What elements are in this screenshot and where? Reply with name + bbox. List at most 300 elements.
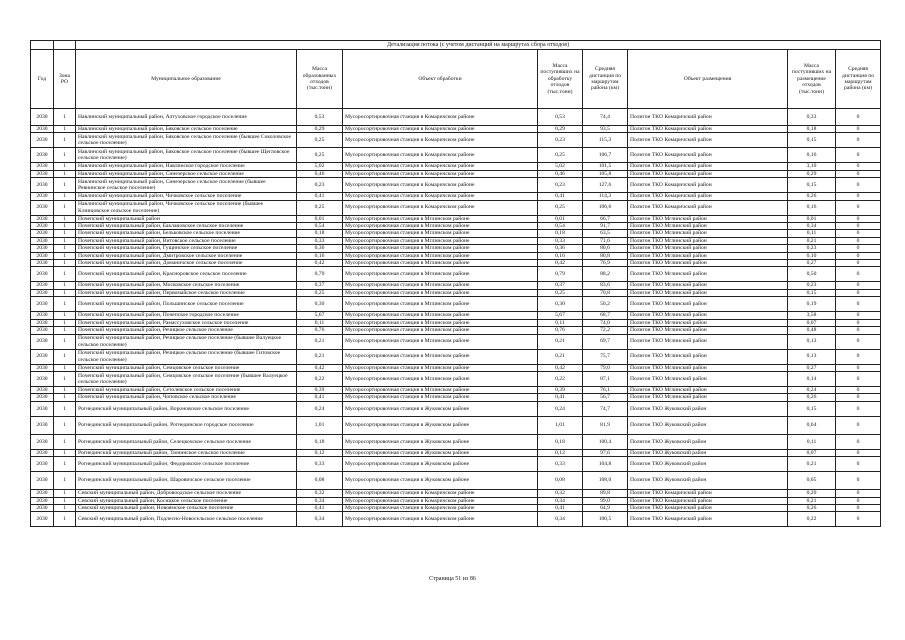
header-row <box>31 50 881 109</box>
distance-cell: 70,8 <box>583 289 628 296</box>
table-row <box>31 282 881 289</box>
disposal-distance-cell: 0 <box>836 497 881 504</box>
processing-object-cell: Мусоросортировочная станция в Мглинском районе <box>343 334 538 349</box>
municipality-cell: Почепский муниципальный район, Гущинское сельское поселение <box>76 245 297 252</box>
processed-mass-cell: 0,79 <box>538 267 583 282</box>
year-cell: 2030 <box>31 252 54 259</box>
processing-object-cell: Мусоросортировочная станция в Комаричском районе <box>343 178 538 193</box>
column-header: Средняя дистанция по маршрутам района (км) <box>583 50 628 109</box>
zone-cell: 1 <box>54 319 76 326</box>
disposal-object-cell: Полигон ТКО Жуковский район <box>628 416 788 434</box>
table-row <box>31 245 881 252</box>
processing-object-cell: Мусоросортировочная станция в Мглинском районе <box>343 371 538 386</box>
disposal-mass-cell: 0,01 <box>788 215 836 222</box>
disposal-mass-cell: 0,27 <box>788 260 836 267</box>
municipality-cell: Почепский муниципальный район, Витовское сельское поселение <box>76 237 297 244</box>
year-cell: 2030 <box>31 319 54 326</box>
processing-object-cell: Мусоросортировочная станция в Мглинском районе <box>343 215 538 222</box>
municipality-cell: Навлинский муниципальный район, Синезерское сельское поселение (бывшее Ревнинское сельское поселение) <box>76 178 297 193</box>
processing-object-cell: Мусоросортировочная станция в Комаричском районе <box>343 193 538 200</box>
zone-cell: 1 <box>54 252 76 259</box>
table-row <box>31 490 881 497</box>
municipality-cell: Почепский муниципальный район, Бельковское сельское поселение <box>76 230 297 237</box>
processed-mass-cell: 5,02 <box>538 163 583 170</box>
distance-cell: 75,7 <box>583 349 628 364</box>
processed-mass-cell: 0,41 <box>538 193 583 200</box>
distance-cell: 115,3 <box>583 133 628 148</box>
year-cell: 2030 <box>31 260 54 267</box>
disposal-object-cell: Полигон ТКО Комаричский район <box>628 178 788 193</box>
disposal-distance-cell: 0 <box>836 371 881 386</box>
processed-mass-cell: 0,30 <box>538 297 583 312</box>
year-cell: 2030 <box>31 215 54 222</box>
municipality-cell: Навлинский муниципальный район, Бяковское сельское поселение <box>76 126 297 133</box>
disposal-object-cell: Полигон ТКО Мглинский район <box>628 349 788 364</box>
zone-cell: 1 <box>54 312 76 319</box>
disposal-mass-cell: 0,21 <box>788 497 836 504</box>
disposal-mass-cell: 0,33 <box>788 109 836 126</box>
table-row <box>31 394 881 401</box>
mass-cell: 0,54 <box>297 223 343 230</box>
waste-flow-table <box>30 40 881 527</box>
year-cell: 2030 <box>31 512 54 527</box>
table-row <box>31 386 881 393</box>
municipality-cell: Почепский муниципальный район, Рамассуховское сельское поселение <box>76 319 297 326</box>
distance-cell: 114,3 <box>583 193 628 200</box>
mass-cell: 0,34 <box>297 497 343 504</box>
table-row <box>31 230 881 237</box>
distance-cell: 83,6 <box>583 282 628 289</box>
disposal-mass-cell: 3,58 <box>788 312 836 319</box>
processed-mass-cell: 0,37 <box>538 282 583 289</box>
distance-cell: 97,6 <box>583 449 628 456</box>
processed-mass-cell: 0,41 <box>538 504 583 511</box>
processing-object-cell: Мусоросортировочная станция в Мглинском районе <box>343 364 538 371</box>
year-cell: 2030 <box>31 133 54 148</box>
processing-object-cell: Мусоросортировочная станция в Комаричском районе <box>343 133 538 148</box>
disposal-object-cell: Полигон ТКО Мглинский район <box>628 282 788 289</box>
disposal-mass-cell: 0,50 <box>788 267 836 282</box>
year-cell: 2030 <box>31 401 54 416</box>
column-header: Масса образованных отходов (тыс.тонн) <box>297 50 343 109</box>
disposal-object-cell: Полигон ТКО Мглинский район <box>628 252 788 259</box>
table-row <box>31 126 881 133</box>
municipality-cell: Почепский муниципальный район, Речицкое сельское поселение <box>76 327 297 334</box>
mass-cell: 0,23 <box>297 178 343 193</box>
year-cell: 2030 <box>31 504 54 511</box>
table-row <box>31 260 881 267</box>
disposal-distance-cell: 0 <box>836 215 881 222</box>
table-row <box>31 364 881 371</box>
zone-cell: 1 <box>54 163 76 170</box>
disposal-object-cell: Полигон ТКО Жуковский район <box>628 449 788 456</box>
disposal-object-cell: Полигон ТКО Жуковский район <box>628 401 788 416</box>
processing-object-cell: Мусоросортировочная станция в Жуковском районе <box>343 401 538 416</box>
municipality-cell: Севский муниципальный район, Косицкое сельское поселение <box>76 497 297 504</box>
zone-cell: 1 <box>54 245 76 252</box>
mass-cell: 0,41 <box>297 504 343 511</box>
processing-object-cell: Мусоросортировочная станция в Комаричском районе <box>343 109 538 126</box>
disposal-distance-cell: 0 <box>836 449 881 456</box>
municipality-cell: Почепский муниципальный район, Семцовское сельское поселение (бывшее Валуецкое сельское поселение) <box>76 371 297 386</box>
disposal-mass-cell: 0,10 <box>788 252 836 259</box>
disposal-distance-cell: 0 <box>836 223 881 230</box>
disposal-object-cell: Полигон ТКО Комаричский район <box>628 163 788 170</box>
table-row <box>31 319 881 326</box>
disposal-mass-cell: 0,21 <box>788 457 836 472</box>
column-header: Объект размещения <box>628 50 788 109</box>
zone-cell: 1 <box>54 386 76 393</box>
disposal-object-cell: Полигон ТКО Мглинский район <box>628 371 788 386</box>
processed-mass-cell: 0,41 <box>538 394 583 401</box>
mass-cell: 0,79 <box>297 267 343 282</box>
table-row <box>31 457 881 472</box>
disposal-mass-cell: 0,05 <box>788 472 836 490</box>
processed-mass-cell: 0,16 <box>538 252 583 259</box>
disposal-mass-cell: 0,29 <box>788 170 836 177</box>
disposal-object-cell: Полигон ТКО Жуковский район <box>628 472 788 490</box>
disposal-distance-cell: 0 <box>836 260 881 267</box>
distance-cell: 74,0 <box>583 319 628 326</box>
processing-object-cell: Мусоросортировочная станция в Мглинском районе <box>343 252 538 259</box>
zone-cell: 1 <box>54 401 76 416</box>
disposal-distance-cell: 0 <box>836 349 881 364</box>
municipality-cell: Навлинский муниципальный район, Алтуховское городское поселение <box>76 109 297 126</box>
processed-mass-cell: 0,33 <box>538 237 583 244</box>
processing-object-cell: Мусоросортировочная станция в Мглинском районе <box>343 245 538 252</box>
mass-cell: 0,34 <box>297 512 343 527</box>
disposal-distance-cell: 0 <box>836 133 881 148</box>
table-row <box>31 371 881 386</box>
distance-cell: 127,6 <box>583 178 628 193</box>
disposal-distance-cell: 0 <box>836 416 881 434</box>
processed-mass-cell: 5,67 <box>538 312 583 319</box>
zone-cell: 1 <box>54 349 76 364</box>
processing-object-cell: Мусоросортировочная станция в Мглинском районе <box>343 312 538 319</box>
table-row <box>31 133 881 148</box>
distance-cell: 76,9 <box>583 260 628 267</box>
disposal-mass-cell: 0,14 <box>788 371 836 386</box>
processing-object-cell: Мусоросортировочная станция в Комаричском районе <box>343 490 538 497</box>
municipality-cell: Почепский муниципальный район, Речицкое сельское поселение (бывшее Гитовское сельское поселение) <box>76 349 297 364</box>
processed-mass-cell: 0,23 <box>538 178 583 193</box>
table-row <box>31 401 881 416</box>
processing-object-cell: Мусоросортировочная станция в Жуковском районе <box>343 449 538 456</box>
zone-cell: 1 <box>54 327 76 334</box>
mass-cell: 0,01 <box>297 215 343 222</box>
column-header: Объект обработки <box>343 50 538 109</box>
disposal-object-cell: Полигон ТКО Комаричский район <box>628 133 788 148</box>
distance-cell: 106,6 <box>583 200 628 215</box>
zone-cell: 1 <box>54 148 76 163</box>
disposal-distance-cell: 0 <box>836 512 881 527</box>
disposal-distance-cell: 0 <box>836 289 881 296</box>
distance-cell: 63,5 <box>583 230 628 237</box>
disposal-distance-cell: 0 <box>836 327 881 334</box>
distance-cell: 74,4 <box>583 109 628 126</box>
disposal-object-cell: Полигон ТКО Мглинский район <box>628 223 788 230</box>
municipality-cell: Навлинский муниципальный район, Чичковское сельское поселение (бывшее Клинцовское сельское поселение) <box>76 200 297 215</box>
zone-cell: 1 <box>54 170 76 177</box>
distance-cell: 50,2 <box>583 297 628 312</box>
disposal-object-cell: Полигон ТКО Мглинский район <box>628 334 788 349</box>
disposal-object-cell: Полигон ТКО Комаричский район <box>628 497 788 504</box>
disposal-distance-cell: 0 <box>836 282 881 289</box>
disposal-mass-cell: 0,15 <box>788 133 836 148</box>
zone-cell: 1 <box>54 449 76 456</box>
mass-cell: 0,18 <box>297 434 343 449</box>
distance-cell: 81,9 <box>583 416 628 434</box>
disposal-object-cell: Полигон ТКО Мглинский район <box>628 289 788 296</box>
processing-object-cell: Мусоросортировочная станция в Жуковском районе <box>343 457 538 472</box>
processing-object-cell: Мусоросортировочная станция в Мглинском районе <box>343 237 538 244</box>
table-row <box>31 109 881 126</box>
disposal-mass-cell: 0,22 <box>788 512 836 527</box>
processed-mass-cell: 0,25 <box>538 148 583 163</box>
municipality-cell: Навлинский муниципальный район, Бяковское сельское поселение (бывшее Соколовское сельское поселение) <box>76 133 297 148</box>
zone-cell: 1 <box>54 289 76 296</box>
disposal-object-cell: Полигон ТКО Комаричский район <box>628 126 788 133</box>
municipality-cell: Севский муниципальный район, Новоямское сельское поселение <box>76 504 297 511</box>
processed-mass-cell: 1,01 <box>538 416 583 434</box>
year-cell: 2030 <box>31 289 54 296</box>
processing-object-cell: Мусоросортировочная станция в Комаричском районе <box>343 148 538 163</box>
zone-cell: 1 <box>54 334 76 349</box>
disposal-mass-cell: 0,48 <box>788 327 836 334</box>
processed-mass-cell: 0,33 <box>538 457 583 472</box>
disposal-distance-cell: 0 <box>836 109 881 126</box>
disposal-distance-cell: 0 <box>836 245 881 252</box>
column-header: Год <box>31 50 54 109</box>
distance-cell: 88,2 <box>583 267 628 282</box>
disposal-mass-cell: 3,10 <box>788 163 836 170</box>
processed-mass-cell: 0,29 <box>538 126 583 133</box>
processing-object-cell: Мусоросортировочная станция в Мглинском районе <box>343 394 538 401</box>
year-cell: 2030 <box>31 126 54 133</box>
disposal-object-cell: Полигон ТКО Мглинский район <box>628 215 788 222</box>
disposal-mass-cell: 0,26 <box>788 193 836 200</box>
mass-cell: 0,41 <box>297 193 343 200</box>
municipality-cell: Почепский муниципальный район, Почепское городское поселение <box>76 312 297 319</box>
municipality-cell: Почепский муниципальный район, Чоповское сельское поселение <box>76 394 297 401</box>
processed-mass-cell: 0,46 <box>538 170 583 177</box>
year-cell: 2030 <box>31 245 54 252</box>
disposal-object-cell: Полигон ТКО Мглинский район <box>628 319 788 326</box>
processed-mass-cell: 0,34 <box>538 497 583 504</box>
disposal-distance-cell: 0 <box>836 148 881 163</box>
disposal-distance-cell: 0 <box>836 490 881 497</box>
processed-mass-cell: 0,12 <box>538 449 583 456</box>
processing-object-cell: Мусоросортировочная станция в Комаричском районе <box>343 504 538 511</box>
processing-object-cell: Мусоросортировочная станция в Мглинском районе <box>343 282 538 289</box>
disposal-distance-cell: 0 <box>836 267 881 282</box>
mass-cell: 0,25 <box>297 200 343 215</box>
table-row <box>31 252 881 259</box>
disposal-object-cell: Полигон ТКО Мглинский район <box>628 237 788 244</box>
municipality-cell: Севский муниципальный район, Подлесно-Новосельское сельское поселение <box>76 512 297 527</box>
year-cell: 2030 <box>31 148 54 163</box>
processed-mass-cell: 0,32 <box>538 490 583 497</box>
table-row <box>31 434 881 449</box>
distance-cell: 71,6 <box>583 237 628 244</box>
table-row <box>31 449 881 456</box>
processing-object-cell: Мусоросортировочная станция в Комаричском районе <box>343 200 538 215</box>
disposal-mass-cell: 0,34 <box>788 223 836 230</box>
mass-cell: 0,25 <box>297 148 343 163</box>
distance-cell: 101,5 <box>583 163 628 170</box>
mass-cell: 0,21 <box>297 334 343 349</box>
distance-cell: 93,5 <box>583 126 628 133</box>
year-cell: 2030 <box>31 371 54 386</box>
year-cell: 2030 <box>31 349 54 364</box>
processed-mass-cell: 0,11 <box>538 319 583 326</box>
table-row <box>31 297 881 312</box>
year-cell: 2030 <box>31 364 54 371</box>
processed-mass-cell: 0,01 <box>538 215 583 222</box>
distance-cell: 87,1 <box>583 371 628 386</box>
table-row <box>31 237 881 244</box>
table-row <box>31 472 881 490</box>
distance-cell: 72,2 <box>583 327 628 334</box>
processing-object-cell: Мусоросортировочная станция в Мглинском районе <box>343 260 538 267</box>
zone-cell: 1 <box>54 200 76 215</box>
processing-object-cell: Мусоросортировочная станция в Комаричском районе <box>343 126 538 133</box>
disposal-mass-cell: 0,15 <box>788 401 836 416</box>
disposal-mass-cell: 0,16 <box>788 148 836 163</box>
disposal-mass-cell: 0,16 <box>788 200 836 215</box>
municipality-cell: Почепский муниципальный район <box>76 215 297 222</box>
mass-cell: 0,32 <box>297 490 343 497</box>
disposal-mass-cell: 0,26 <box>788 504 836 511</box>
year-cell: 2030 <box>31 193 54 200</box>
municipality-cell: Почепский муниципальный район, Сетолевское сельское поселение <box>76 386 297 393</box>
municipality-cell: Рогнединский муниципальный район, Рогнединское городское поселение <box>76 416 297 434</box>
processed-mass-cell: 0,42 <box>538 364 583 371</box>
disposal-mass-cell: 0,18 <box>788 126 836 133</box>
municipality-cell: Рогнединский муниципальный район, Шаровичское сельское поселение <box>76 472 297 490</box>
zone-cell: 1 <box>54 223 76 230</box>
distance-cell: 66,7 <box>583 215 628 222</box>
table-row <box>31 178 881 193</box>
table-row <box>31 148 881 163</box>
municipality-cell: Навлинский муниципальный район, Навлинское городское поселение <box>76 163 297 170</box>
municipality-cell: Навлинский муниципальный район, Чичковское сельское поселение <box>76 193 297 200</box>
year-cell: 2030 <box>31 297 54 312</box>
processed-mass-cell: 0,53 <box>538 109 583 126</box>
processing-object-cell: Мусоросортировочная станция в Мглинском районе <box>343 289 538 296</box>
mass-cell: 0,42 <box>297 364 343 371</box>
processed-mass-cell: 0,08 <box>538 472 583 490</box>
disposal-mass-cell: 0,11 <box>788 230 836 237</box>
mass-cell: 0,25 <box>297 133 343 148</box>
zone-cell: 1 <box>54 230 76 237</box>
municipality-cell: Навлинский муниципальный район, Синезерское сельское поселение <box>76 170 297 177</box>
distance-cell: 89,8 <box>583 490 628 497</box>
column-header: Масса поступивших на обработку отходов (тыс.тонн) <box>538 50 583 109</box>
distance-cell: 76,1 <box>583 386 628 393</box>
zone-cell: 1 <box>54 215 76 222</box>
processing-object-cell: Мусоросортировочная станция в Мглинском районе <box>343 349 538 364</box>
mass-cell: 0,21 <box>297 349 343 364</box>
disposal-object-cell: Полигон ТКО Мглинский район <box>628 364 788 371</box>
municipality-cell: Рогнединский муниципальный район, Тюнинское сельское поселение <box>76 449 297 456</box>
processing-object-cell: Мусоросортировочная станция в Жуковском районе <box>343 416 538 434</box>
mass-cell: 5,67 <box>297 312 343 319</box>
disposal-distance-cell: 0 <box>836 163 881 170</box>
disposal-object-cell: Полигон ТКО Жуковский район <box>628 434 788 449</box>
mass-cell: 0,76 <box>297 327 343 334</box>
disposal-mass-cell: 0,15 <box>788 289 836 296</box>
table-row <box>31 163 881 170</box>
distance-cell: 64,9 <box>583 504 628 511</box>
disposal-mass-cell: 0,11 <box>788 434 836 449</box>
zone-cell: 1 <box>54 394 76 401</box>
mass-cell: 0,22 <box>297 371 343 386</box>
column-header: Средняя дистанция по маршрутам района (км) <box>836 50 881 109</box>
year-cell: 2030 <box>31 109 54 126</box>
zone-cell: 1 <box>54 434 76 449</box>
disposal-mass-cell: 0,21 <box>788 237 836 244</box>
disposal-distance-cell: 0 <box>836 386 881 393</box>
processed-mass-cell: 0,21 <box>538 349 583 364</box>
zone-cell: 1 <box>54 416 76 434</box>
table-row <box>31 497 881 504</box>
disposal-distance-cell: 0 <box>836 237 881 244</box>
disposal-object-cell: Полигон ТКО Мглинский район <box>628 260 788 267</box>
disposal-mass-cell: 0,20 <box>788 490 836 497</box>
zone-cell: 1 <box>54 237 76 244</box>
zone-cell: 1 <box>54 297 76 312</box>
year-cell: 2030 <box>31 230 54 237</box>
disposal-distance-cell: 0 <box>836 401 881 416</box>
zone-cell: 1 <box>54 282 76 289</box>
disposal-mass-cell: 0,13 <box>788 334 836 349</box>
disposal-distance-cell: 0 <box>836 200 881 215</box>
disposal-mass-cell: 0,27 <box>788 364 836 371</box>
disposal-distance-cell: 0 <box>836 334 881 349</box>
zone-cell: 1 <box>54 504 76 511</box>
zone-cell: 1 <box>54 260 76 267</box>
zone-cell: 1 <box>54 178 76 193</box>
disposal-distance-cell: 0 <box>836 252 881 259</box>
disposal-object-cell: Полигон ТКО Комаричский район <box>628 200 788 215</box>
disposal-object-cell: Полигон ТКО Комаричский район <box>628 504 788 511</box>
processed-mass-cell: 0,25 <box>538 200 583 215</box>
distance-cell: 79,0 <box>583 364 628 371</box>
distance-cell: 100,5 <box>583 512 628 527</box>
distance-cell: 69,7 <box>583 334 628 349</box>
processing-object-cell: Мусоросортировочная станция в Мглинском районе <box>343 386 538 393</box>
mass-cell: 0,16 <box>297 252 343 259</box>
zone-cell: 1 <box>54 109 76 126</box>
municipality-cell: Почепский муниципальный район, Доманичское сельское поселение <box>76 260 297 267</box>
document-sheet <box>30 40 880 527</box>
disposal-mass-cell: 0,07 <box>788 449 836 456</box>
mass-cell: 0,37 <box>297 282 343 289</box>
distance-cell: 80,8 <box>583 252 628 259</box>
municipality-cell: Почепский муниципальный район, Дмитровское сельское поселение <box>76 252 297 259</box>
year-cell: 2030 <box>31 334 54 349</box>
year-cell: 2030 <box>31 237 54 244</box>
table-body <box>31 109 881 527</box>
processed-mass-cell: 0,36 <box>538 245 583 252</box>
distance-cell: 74,7 <box>583 401 628 416</box>
disposal-mass-cell: 0,26 <box>788 394 836 401</box>
municipality-cell: Почепский муниципальный район, Московское сельское поселение <box>76 282 297 289</box>
processed-mass-cell: 0,76 <box>538 327 583 334</box>
mass-cell: 0,30 <box>297 297 343 312</box>
table-row <box>31 327 881 334</box>
